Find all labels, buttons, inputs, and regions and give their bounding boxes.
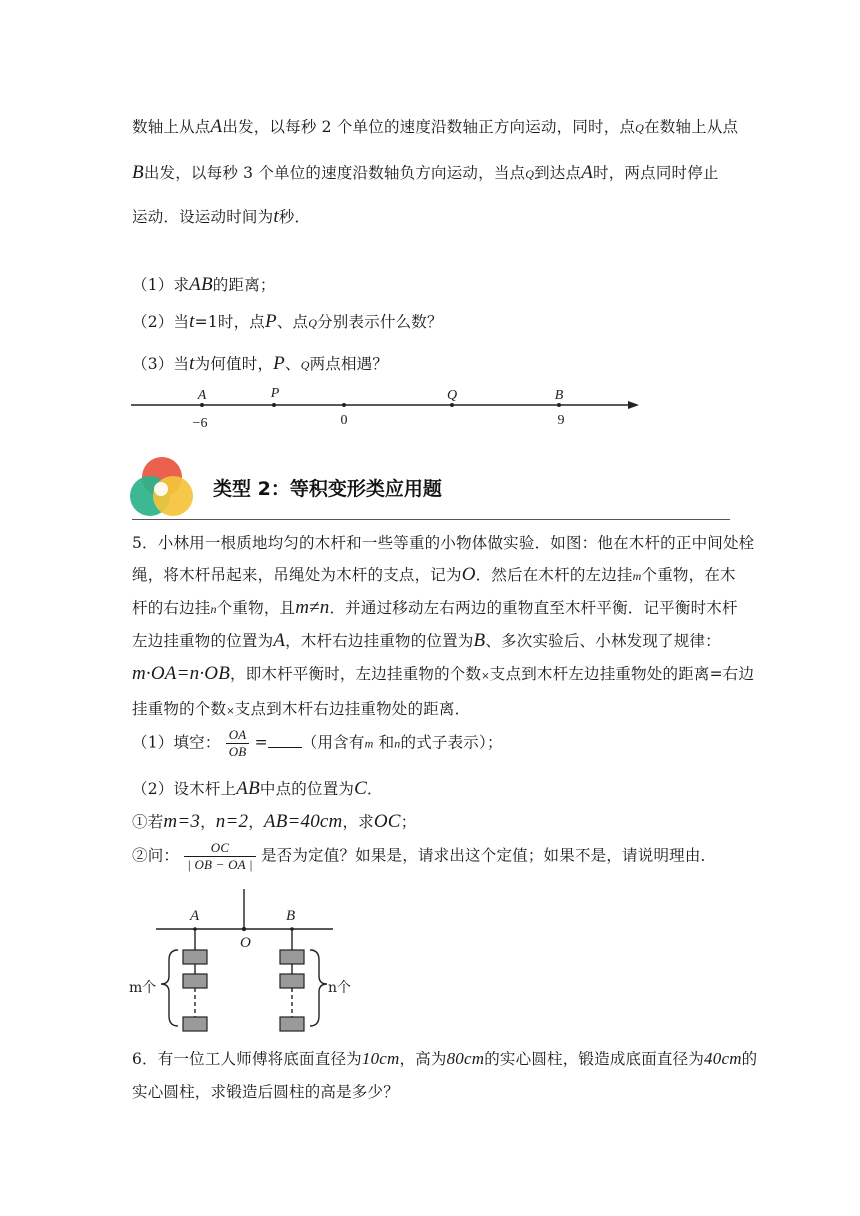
point-b-tick: 9 — [557, 413, 565, 428]
fraction-oa-ob: $\frac{OA}{OB}$ — [226, 727, 250, 760]
fulcrum-dot — [242, 927, 246, 931]
answer-blank[interactable] — [268, 733, 302, 748]
point-a-label: A — [197, 388, 207, 403]
point-a-tick: −6 — [192, 416, 208, 431]
label-n-count: n个 — [328, 980, 352, 996]
label-a: A — [190, 908, 200, 924]
q5-line-2: 绳，将木杆吊起来，吊绳处为木杆的支点，记为O．然后在木杆的左边挂m个重物，在木 — [132, 564, 736, 585]
fraction-oc: $\frac{OC}{| OB - OA |}$ — [184, 840, 256, 873]
label-b: B — [286, 908, 296, 924]
left-brace — [161, 950, 178, 1026]
left-weight-3 — [183, 1017, 207, 1031]
q5-line-4: 左边挂重物的位置为A，木杆右边挂重物的位置为B、多次实验后、小林发现了规律： — [132, 630, 721, 651]
arrow-icon — [628, 401, 639, 409]
right-brace — [310, 950, 327, 1026]
venn-logo-icon — [128, 455, 196, 519]
balance-figure — [128, 884, 368, 1036]
point-b-dot — [557, 403, 561, 407]
point-b-label: B — [554, 388, 564, 403]
q5-line-6: 挂重物的个数×支点到木杆右边挂重物处的距离． — [132, 700, 471, 718]
q4-part-1: （1）求AB的距离； — [132, 274, 276, 295]
intro-line-1: 数轴上从点A出发，以每秒 2 个单位的速度沿数轴正方向运动，同时，点Q在数轴上从点 — [132, 116, 739, 137]
point-q-dot — [450, 403, 454, 407]
section-title: 类型 2：等积变形类应用题 — [213, 478, 442, 500]
q5-line-5: m·OA=n·OB，即木杆平衡时，左边挂重物的个数×支点到木杆左边挂重物处的距离=右边 — [132, 663, 755, 684]
intro-line-2: B出发，以每秒 3 个单位的速度沿数轴负方向运动，当点Q到达点A时，两点同时停止 — [132, 162, 719, 183]
q6-line-2: 实心圆柱，求锻造后圆柱的高是多少？ — [132, 1083, 399, 1101]
left-weight-1 — [183, 950, 207, 964]
point-a-dot — [200, 403, 204, 407]
q5-part-2a: ①若m=3，n=2，AB=40cm，求OC； — [132, 811, 417, 832]
left-weight-2 — [183, 974, 207, 988]
number-line — [125, 382, 645, 434]
q4-part-2: （2）当t=1时，点P、点Q分别表示什么数？ — [132, 311, 443, 332]
label-m-count: m个 — [129, 980, 157, 996]
point-q-label: Q — [446, 388, 458, 403]
q5-part-1: （1）填空： $\frac{OA}{OB}$ = （用含有m 和n的式子表示）； — [132, 727, 503, 759]
q5-part-2b: ②问： $\frac{OC}{| OB - OA |}$ 是否为定值？如果是，请求出这个定值；如果不是，请说明理由． — [132, 840, 717, 872]
right-weight-2 — [280, 974, 304, 988]
right-weight-3 — [280, 1017, 304, 1031]
point-p-dot — [272, 403, 276, 407]
q4-part-3: （3）当t为何值时，P、Q两点相遇？ — [132, 353, 389, 374]
right-weight-1 — [280, 950, 304, 964]
origin-tick: 0 — [340, 413, 348, 428]
label-o: O — [240, 935, 251, 951]
q5-line-3: 杆的右边挂n个重物，且m≠n．并通过移动左右两边的重物直至木杆平衡．记平衡时木杆 — [132, 597, 738, 618]
point-p-label: P — [270, 386, 280, 401]
q5-line-1: 5．小林用一根质地均匀的木杆和一些等重的小物体做实验．如图：他在木杆的正中间处栓 — [132, 534, 755, 552]
q6-line-1: 6．有一位工人师傅将底面直径为10cm，高为80cm的实心圆柱，锻造成底面直径为40cm的 — [132, 1049, 758, 1068]
intro-line-3: 运动．设运动时间为t秒． — [132, 206, 311, 227]
origin-dot — [342, 403, 346, 407]
q5-part-2: （2）设木杆上AB中点的位置为C． — [132, 778, 383, 799]
section-divider — [132, 519, 730, 520]
